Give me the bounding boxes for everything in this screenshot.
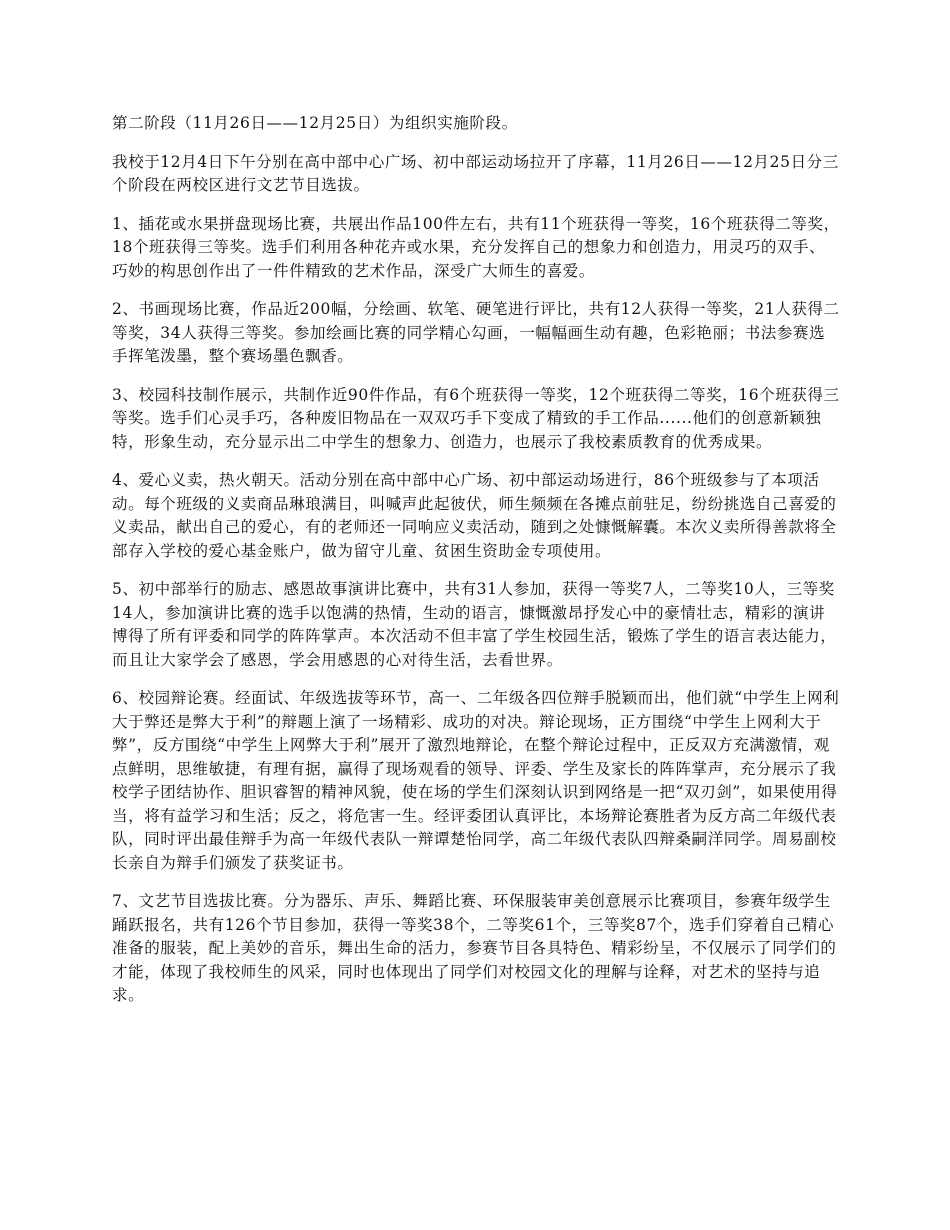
- document-page: [112, 112, 840, 1023]
- paragraph-charity-sale: 4、爱心义卖，热火朝天。活动分别在高中部中心广场、初中部运动场进行，86个班级参与了本项活动。每个班级的义卖商品琳琅满目，叫喊声此起彼伏，师生频频在各摊点前驻足，纷纷挑选自己喜爱的义卖品，献出自己的爱心，有的老师还一同响应义卖活动，随到之处慷慨解囊。本次义卖所得善款将全部存入学校的爱心基金账户，做为留守儿童、贫困生资助金专项使用。: [112, 471, 837, 560]
- paragraph-opening: 我校于12月4日下午分别在高中部中心广场、初中部运动场拉开了序幕，11月26日——12月25日分三个阶段在两校区进行文艺节目选拔。: [112, 152, 839, 194]
- paragraph-speech-contest: 5、初中部举行的励志、感恩故事演讲比赛中，共有31人参加，获得一等奖7人，二等奖10人，三等奖14人，参加演讲比赛的选手以饱满的热情，生动的语言，慷慨激昂抒发心中的豪情壮志，精彩的演讲博得了所有评委和同学的阵阵掌声。本次活动不但丰富了学生校园生活，锻炼了学生的语言表达能力，而且让大家学会了感恩，学会用感恩的心对待生活，去看世界。: [112, 580, 837, 669]
- paragraph-stage-two: 第二阶段（11月26日——12月25日）为组织实施阶段。: [112, 114, 518, 132]
- paragraph-calligraphy-painting: 2、书画现场比赛，作品近200幅，分绘画、软笔、硬笔进行评比，共有12人获得一等奖，21人获得二等奖，34人获得三等奖。参加绘画比赛的同学精心勾画，一幅幅画生动有趣，色彩艳丽；书法参赛选手挥笔泼墨，整个赛场墨色飘香。: [112, 300, 840, 365]
- paragraph-flower-fruit-contest: 1、插花或水果拼盘现场比赛，共展出作品100件左右，共有11个班获得一等奖，16个班获得二等奖，18个班获得三等奖。选手们利用各种花卉或水果，充分发挥自己的想象力和创造力，用灵巧的双手、巧妙的构思创作出了一件件精致的艺术作品，深受广大师生的喜爱。: [112, 214, 840, 280]
- paragraph-debate: 6、校园辩论赛。经面试、年级选拔等环节，高一、二年级各四位辩手脱颖而出，他们就“中学生上网利大于弊还是弊大于利”的辩题上演了一场精彩、成功的对决。辩论现场，正方围绕“中学生上网利大于弊”，反方围绕“中学生上网弊大于利”展开了激烈地辩论，在整个辩论过程中，正反双方充满激情，观点鲜明，思维敏捷，有理有据，赢得了现场观看的领导、评委、学生及家长的阵阵掌声，充分展示了我校学子团结协作、胆识睿智的精神风貌，使在场的学生们深刻认识到网络是一把“双刃剑”，如果使用得当，将有益学习和生活；反之，将危害一生。经评委团认真评比，本场辩论赛胜者为反方高二年级代表队，同时评出最佳辩手为高一年级代表队一辩谭楚怡同学，高二年级代表队四辩桑嗣洋同学。周易副校长亲自为辩手们颁发了获奖证书。: [112, 689, 840, 872]
- paragraph-science-tech: 3、校园科技制作展示，共制作近90件作品，有6个班获得一等奖，12个班获得二等奖，16个班获得三等奖。选手们心灵手巧，各种废旧物品在一双双巧手下变成了精致的手工作品......他们的创意新颖独特，形象生动，充分显示出二中学生的想象力、创造力，也展示了我校素质教育的优秀成果。: [112, 385, 840, 451]
- paragraph-arts-selection: 7、文艺节目选拔比赛。分为器乐、声乐、舞蹈比赛、环保服装审美创意展示比赛项目，参赛年级学生踊跃报名，共有126个节目参加，获得一等奖38个，二等奖61个，三等奖87个，选手们穿着自己精心准备的服装，配上美妙的音乐，舞出生命的活力，参赛节目各具特色、精彩纷呈，不仅展示了同学们的才能，体现了我校师生的风采，同时也体现出了同学们对校园文化的理解与诠释，对艺术的坚持与追求。: [112, 892, 837, 1004]
